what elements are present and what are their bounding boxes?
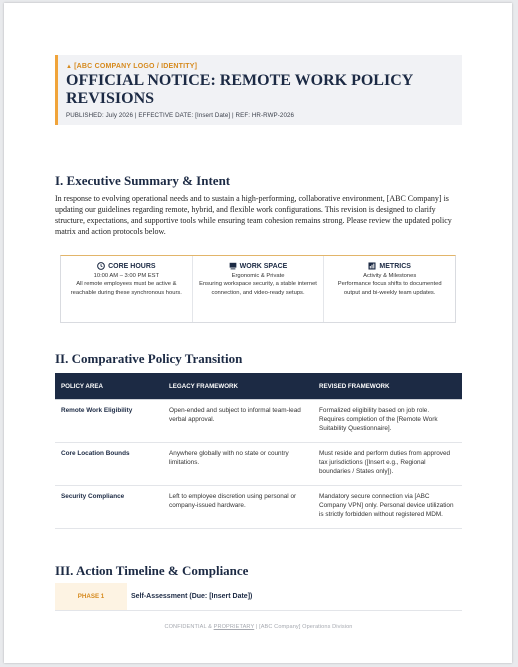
triangle-icon: ▲ [66, 63, 73, 70]
confidential-footer [55, 624, 462, 630]
section-heading-summary: I. Executive Summary & Intent [55, 173, 231, 188]
phase-badge: PHASE 1 [55, 583, 127, 610]
legacy-cell: Anywhere globally with no state or country limitations. [169, 450, 289, 466]
card-title [199, 262, 318, 270]
brand-identity [66, 63, 452, 70]
timeline-row [55, 583, 462, 611]
card-title-text: METRICS [379, 262, 411, 270]
revised-cell: Formalized eligibility based on job role. Requires completion of the [Remote Work Suitability Questionnaire]. [319, 407, 438, 432]
policy-comparison-table [55, 373, 462, 529]
card-title-text: CORE HOURS [108, 262, 156, 270]
table-row [55, 400, 462, 443]
policy-area-cell: Remote Work Eligibility [61, 407, 133, 414]
card-title [67, 262, 186, 270]
card-description: Ensuring workspace security, a stable internet connection, and video-ready setups. [199, 281, 317, 296]
card-subtitle: Ergonomic & Private [231, 273, 285, 279]
notice-header [55, 55, 462, 125]
table-row [55, 443, 462, 486]
card-title-text: WORK SPACE [239, 262, 288, 270]
legacy-cell: Left to employee discretion using personal or company-issued hardware. [169, 493, 297, 509]
footer-link[interactable]: PROPRIETARY [213, 624, 255, 630]
chart-icon [368, 262, 376, 270]
phase-label: Self-Assessment (Due: [Insert Date]) [131, 593, 253, 600]
section-heading-comparison: II. Comparative Policy Transition [55, 351, 243, 366]
brand-text: [ABC COMPANY LOGO / IDENTITY] [74, 63, 198, 70]
card-description: Performance focus shifts to documented output and bi-weekly team updates. [337, 281, 442, 296]
summary-paragraph: In response to evolving operational needs and to sustain a high-performing, collaborative environment, [ABC Company] is updating our guidelines regarding remote, hybrid, and flexible work configurations. This revision is designed to clarify structure, expectations, and supportive tools while ensuring team cohesion remains strong. Please review the updated policy matrix and action protocols below. [55, 194, 452, 236]
card-core-hours [61, 256, 192, 322]
table-header-row [55, 373, 462, 400]
revised-cell: Mandatory secure connection via [ABC Company VPN] only. Personal device utilization is strictly forbidden without registered MDM. [319, 493, 454, 518]
card-description: All remote employees must be active & reachable during these synchronous hours. [70, 281, 182, 296]
section-heading-timeline: III. Action Timeline & Compliance [55, 563, 249, 578]
clock-icon [97, 262, 105, 270]
legacy-cell: Open-ended and subject to informal team-lead verbal approval. [169, 407, 301, 423]
policy-area-cell: Core Location Bounds [61, 450, 130, 457]
document-content [55, 55, 462, 630]
policy-cards [60, 255, 456, 323]
document-page [4, 3, 512, 663]
card-subtitle: Activity & Milestones [363, 273, 417, 279]
footer-prefix: CONFIDENTIAL & [164, 624, 214, 630]
column-header: REVISED FRAMEWORK [313, 373, 462, 400]
monitor-icon [229, 262, 237, 270]
column-header: POLICY AREA [55, 373, 163, 400]
card-title [330, 262, 449, 270]
footer-suffix: | [ABC Company] Operations Division [254, 624, 353, 630]
title-line-2: REVISIONS [66, 90, 155, 107]
publication-meta: PUBLISHED: July 2026 | EFFECTIVE DATE: [Insert Date] | REF: HR-RWP-2026 [66, 112, 295, 119]
card-subtitle: 10:00 AM – 3:00 PM EST [93, 273, 160, 279]
column-header: LEGACY FRAMEWORK [163, 373, 313, 400]
title-line-1: OFFICIAL NOTICE: REMOTE WORK POLICY [66, 72, 414, 89]
revised-cell: Must reside and perform duties from approved tax jurisdictions ([Insert e.g., Regional boundaries / States only]). [319, 450, 451, 475]
policy-area-cell: Security Compliance [61, 493, 125, 500]
card-metrics [323, 256, 455, 322]
table-row [55, 486, 462, 529]
card-work-space [192, 256, 324, 322]
page-title [66, 72, 452, 108]
